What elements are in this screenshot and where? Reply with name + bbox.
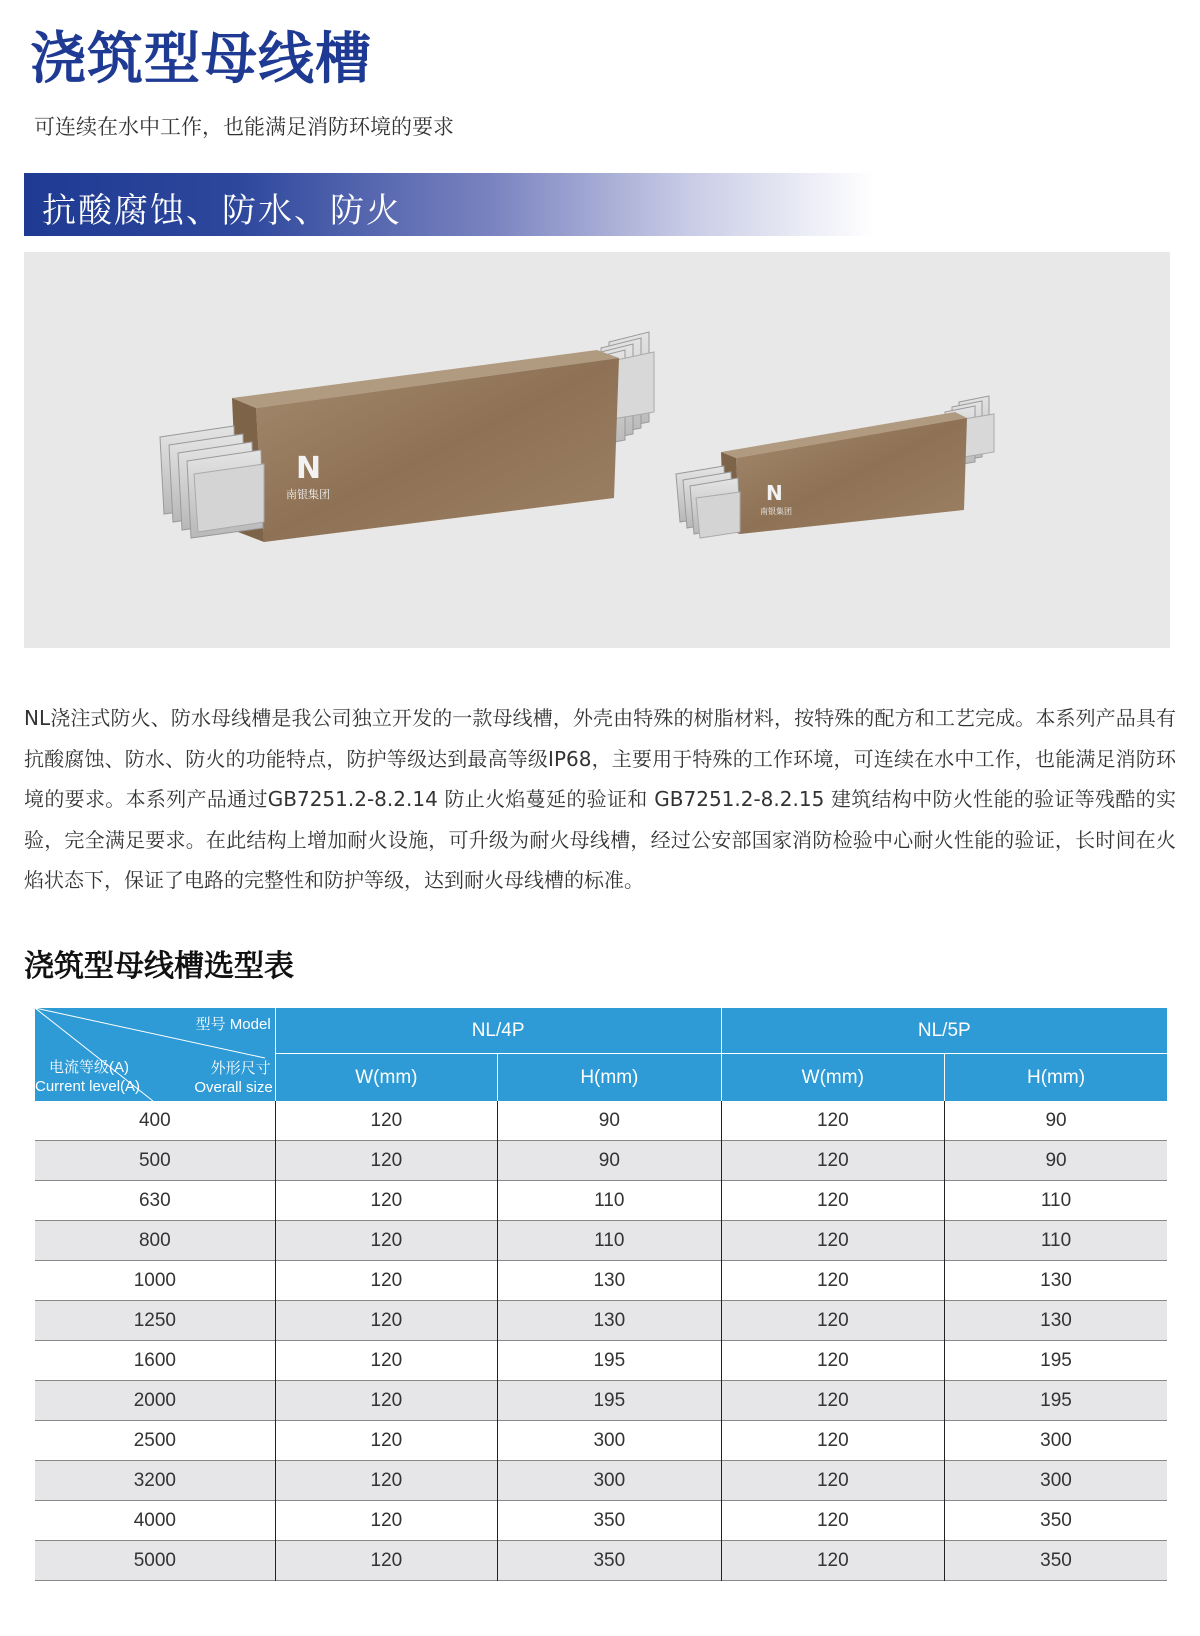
cell-nl4p-w: 120 — [275, 1101, 497, 1141]
corner-size-label-cn: 外形尺寸 — [210, 1060, 271, 1077]
cell-nl5p-h: 300 — [945, 1461, 1167, 1501]
cell-nl4p-h: 300 — [498, 1461, 721, 1501]
table-row — [35, 1341, 1167, 1381]
large-busbar-illustration — [160, 332, 654, 542]
cell-nl4p-w: 120 — [275, 1341, 497, 1381]
cell-current: 2500 — [133, 1429, 176, 1451]
cell-nl5p-h: 195 — [945, 1381, 1167, 1421]
table-row — [35, 1261, 1167, 1301]
cell-nl4p-h: 130 — [498, 1261, 721, 1301]
cell-nl5p-w: 120 — [721, 1101, 944, 1141]
cell-nl4p-w: 120 — [275, 1501, 497, 1541]
cell-nl5p-h: 300 — [945, 1421, 1167, 1461]
cell-nl5p-w: 120 — [721, 1381, 944, 1421]
cell-current: 400 — [138, 1109, 171, 1131]
page-subtitle: 可连续在水中工作，也能满足消防环境的要求 — [34, 115, 454, 139]
cell-nl4p-h: 90 — [498, 1101, 721, 1141]
cell-current: 3200 — [35, 1461, 275, 1501]
cell-nl5p-w: 120 — [721, 1221, 944, 1261]
cell-nl5p-w: 120 — [721, 1501, 944, 1541]
cell-current: 5000 — [35, 1541, 275, 1581]
table-body — [35, 1101, 1167, 1581]
cell-nl4p-w: 120 — [275, 1141, 497, 1181]
cell-nl4p-h: 300 — [498, 1421, 721, 1461]
table-row — [35, 1101, 1167, 1141]
small-busbar-illustration — [676, 396, 994, 538]
cell-nl4p-h: 130 — [498, 1301, 721, 1341]
cell-current: 2000 — [35, 1381, 275, 1421]
cell-nl5p-h: 110 — [945, 1181, 1167, 1221]
table-row — [35, 1501, 1167, 1541]
subheader-w: W(mm) — [721, 1054, 944, 1102]
cell-nl4p-w: 120 — [275, 1461, 497, 1501]
table-row — [35, 1541, 1167, 1581]
cell-current: 1600 — [133, 1349, 176, 1371]
product-logo-text-large: 南银集团 — [286, 488, 330, 501]
cell-nl4p-w: 120 — [275, 1221, 497, 1261]
cell-nl5p-w: 120 — [721, 1541, 944, 1581]
cell-nl5p-w: 120 — [721, 1461, 944, 1501]
cell-nl4p-h: 110 — [498, 1181, 721, 1221]
table-row — [35, 1421, 1167, 1461]
cell-nl4p-h: 195 — [498, 1341, 721, 1381]
cell-current: 1250 — [35, 1301, 275, 1341]
corner-current-label-en: Current level(A) — [35, 1078, 141, 1095]
cell-current: 630 — [138, 1189, 171, 1211]
table-title: 浇筑型母线槽选型表 — [24, 949, 294, 984]
corner-size-label-en: Overall size — [194, 1079, 273, 1096]
cell-nl4p-h: 350 — [498, 1501, 721, 1541]
cell-nl4p-h: 90 — [498, 1141, 721, 1181]
cell-nl5p-h: 350 — [945, 1501, 1167, 1541]
cell-nl5p-h: 130 — [945, 1301, 1167, 1341]
cell-nl5p-w: 120 — [721, 1341, 944, 1381]
corner-current-label-cn: 电流等级(A) — [49, 1059, 129, 1076]
cell-nl5p-h: 195 — [945, 1341, 1167, 1381]
feature-banner — [24, 173, 874, 236]
product-logo-text-small: 南银集团 — [760, 507, 792, 516]
cell-nl5p-w: 120 — [721, 1181, 944, 1221]
cell-nl5p-h: 130 — [945, 1261, 1167, 1301]
group-header-nl5p: NL/5P — [721, 1008, 1167, 1054]
table-row — [35, 1301, 1167, 1341]
cell-nl4p-w: 120 — [275, 1261, 497, 1301]
cell-nl5p-w: 120 — [721, 1141, 944, 1181]
cell-current: 4000 — [133, 1509, 176, 1531]
cell-nl4p-h: 195 — [498, 1381, 721, 1421]
product-photo — [24, 252, 1170, 648]
cell-nl5p-h: 90 — [945, 1101, 1167, 1141]
subheader-w: W(mm) — [275, 1054, 497, 1102]
table-row — [35, 1141, 1167, 1181]
cell-nl4p-w: 120 — [275, 1301, 497, 1341]
cell-nl5p-h: 350 — [945, 1541, 1167, 1581]
cell-nl5p-h: 110 — [945, 1221, 1167, 1261]
cell-nl4p-w: 120 — [275, 1421, 497, 1461]
cell-nl4p-w: 120 — [275, 1181, 497, 1221]
cell-nl4p-h: 350 — [498, 1541, 721, 1581]
selection-table — [35, 1008, 1167, 1581]
table-corner-header — [35, 1008, 275, 1101]
cell-nl5p-w: 120 — [721, 1261, 944, 1301]
cell-current: 500 — [35, 1141, 275, 1181]
table-row — [35, 1381, 1167, 1421]
cell-current: 800 — [35, 1221, 275, 1261]
svg-text:N: N — [296, 451, 322, 486]
page-title: 浇筑型母线槽 — [30, 27, 372, 92]
table-row — [35, 1221, 1167, 1261]
cell-nl5p-h: 90 — [945, 1141, 1167, 1181]
table-row — [35, 1181, 1167, 1221]
feature-banner-text: 抗酸腐蚀、防水、防火 — [42, 191, 402, 231]
cell-nl4p-h: 110 — [498, 1221, 721, 1261]
cell-nl4p-w: 120 — [275, 1381, 497, 1421]
product-description: NL浇注式防火、防水母线槽是我公司独立开发的一款母线槽，外壳由特殊的树脂材料，按特殊的配方和工艺完成。本系列产品具有抗酸腐蚀、防水、防火的功能特点，防护等级达到最高等级IP68，主要用于特殊的工作环境，可连续在水中工作，也能满足消防环境的要求。本系列产品通过GB7251.2-8.2.14 防止火焰蔓延的验证和 GB7251.2-8.2.15 建筑结构中防火性能的验证等残酷的实验，完全满足要求。在此结构上增加耐火设施，可升级为耐火母线槽，经过公安部国家消防检验中心耐火性能的验证，长时间在火焰状态下，保证了电路的完整性和防护等级，达到耐火母线槽的标准。 — [24, 706, 1176, 892]
subheader-h: H(mm) — [945, 1054, 1167, 1102]
table-row — [35, 1461, 1167, 1501]
subheader-h: H(mm) — [498, 1054, 721, 1102]
corner-model-label: 型号 Model — [195, 1016, 271, 1033]
cell-nl4p-w: 120 — [275, 1541, 497, 1581]
cell-nl5p-w: 120 — [721, 1421, 944, 1461]
group-header-nl4p: NL/4P — [275, 1008, 721, 1054]
cell-current: 1000 — [133, 1269, 176, 1291]
svg-text:N: N — [766, 481, 783, 505]
cell-nl5p-w: 120 — [721, 1301, 944, 1341]
